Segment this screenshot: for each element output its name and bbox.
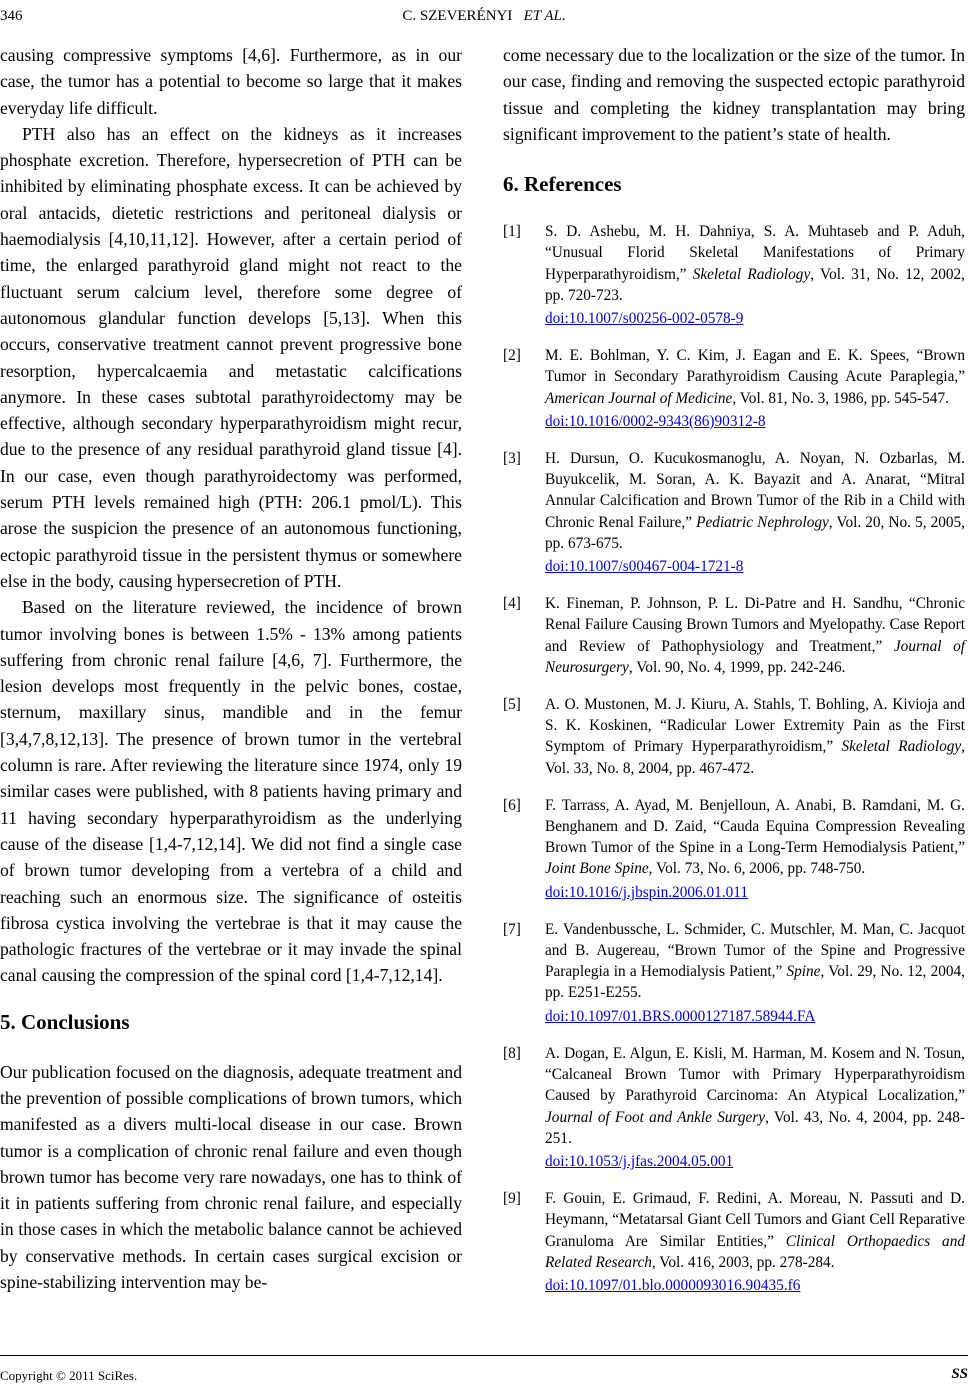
- conclusions-paragraph: Our publication focused on the diagnosis, adequate treatment and the prevention of possible complications of brown tumors, which manifested as a divers multi-local disease in our case. Brown tumor is a complication of chronic renal failure and even though brown tumor has become very rare nowadays, one has to think of it in patients suffering from chronic renal failure, and especially in those cases in which the metabolic balance cannot be achieved by conservative methods. In certain cases surgical excision or spine-stabilizing intervention may be-: [0, 1061, 462, 1293]
- reference-journal: Spine: [786, 963, 821, 981]
- reference-item: [503, 448, 965, 577]
- section-heading-conclusions: 5. Conclusions: [0, 1009, 130, 1034]
- left-column: [0, 42, 462, 1295]
- running-head-authors: C. SZEVERÉNYI: [402, 8, 513, 24]
- reference-number: [5]: [503, 696, 521, 714]
- reference-doi-link[interactable]: doi:10.1016/0002-9343(86)90312-8: [545, 412, 766, 430]
- reference-journal: Pediatric Nephrology: [696, 513, 829, 531]
- reference-authors-title: S. D. Ashebu, M. H. Dahniya, S. A. Muhtaseb and P. Aduh, “Unusual Florid Skeletal Manifestations of Primary Hyperparathyroidism,”: [545, 223, 965, 283]
- running-head: [0, 8, 968, 25]
- reference-doi-link[interactable]: doi:10.1007/s00467-004-1721-8: [545, 558, 744, 576]
- reference-journal: Skeletal Radiology: [841, 738, 962, 756]
- reference-number: [4]: [503, 595, 521, 613]
- reference-item: [503, 593, 965, 678]
- reference-journal: Journal of Neurosurgery: [545, 637, 966, 676]
- reference-text: [545, 696, 965, 777]
- reference-number: [8]: [503, 1044, 521, 1062]
- reference-authors-title: A. O. Mustonen, M. J. Kiuru, A. Stahls, T. Bohling, A. Kivioja and S. K. Koskinen, “Radicular Lower Extremity Pain as the First Symptom of Primary Hyperparathyroidism,”: [545, 696, 965, 756]
- section-heading-references: 6. References: [503, 172, 622, 197]
- page-header: [0, 8, 968, 30]
- reference-details: , Vol. 29, No. 12, 2004, pp. E251-E255.: [545, 963, 965, 1002]
- reference-number: [1]: [503, 223, 521, 241]
- reference-doi-link[interactable]: doi:10.1097/01.blo.0000093016.90435.f6: [545, 1276, 801, 1294]
- reference-text: [545, 797, 965, 878]
- reference-item: [503, 221, 965, 329]
- reference-text: [545, 1190, 965, 1271]
- page-number: 346: [0, 8, 23, 24]
- reference-number: [2]: [503, 347, 521, 365]
- reference-details: , Vol. 81, No. 3, 1986, pp. 545-547.: [732, 389, 949, 407]
- paragraph: causing compressive symptoms [4,6]. Furthermore, as in our case, the tumor has a potential to become so large that it makes everyday life difficult.: [0, 45, 462, 118]
- journal-abbreviation: SS: [951, 1366, 968, 1382]
- reference-details: , Vol. 33, No. 8, 2004, pp. 467-472.: [545, 738, 965, 777]
- reference-text: [545, 921, 965, 1002]
- reference-details: , Vol. 31, No. 12, 2002, pp. 720-723.: [545, 265, 965, 304]
- reference-doi-link[interactable]: doi:10.1097/01.BRS.0000127187.58944.FA: [545, 1007, 816, 1025]
- reference-details: , Vol. 73, No. 6, 2006, pp. 748-750.: [648, 860, 866, 878]
- footer-divider: [0, 1355, 968, 1356]
- reference-authors-title: M. E. Bohlman, Y. C. Kim, J. Eagan and E. K. Spees, “Brown Tumor in Secondary Parathyroidism Causing Acute Paraplegia,”: [545, 347, 965, 386]
- reference-item: [503, 795, 965, 903]
- reference-text: [545, 223, 965, 304]
- reference-item: [503, 919, 965, 1027]
- reference-authors-title: F. Gouin, E. Grimaud, F. Redini, A. Moreau, N. Passuti and D. Heymann, “Metatarsal Giant Cell Tumors and Giant Cell Reparative Granuloma Are Similar Entities,”: [545, 1190, 965, 1250]
- reference-authors-title: H. Dursun, O. Kucukosmanoglu, A. Noyan, N. Ozbarlas, M. Buyukcelik, M. Soran, A. K. Bayazit and A. Anarat, “Mitral Annular Calcification and Brown Tumor of the Rib in a Child with Chronic Renal Failure,”: [545, 450, 965, 531]
- paragraph: come necessary due to the localization or the size of the tumor. In our case, finding and removing the suspected ectopic parathyroid tissue and completing the kidney transplantation may bring significant improvement to the patient’s state of health.: [503, 45, 965, 144]
- reference-list: [503, 221, 965, 1296]
- reference-authors-title: A. Dogan, E. Algun, E. Kisli, M. Harman, M. Kosem and N. Tosun, “Calcaneal Brown Tumor with Primary Hyperparathyroidism Caused by Parathyroid Carcinoma: An Atypical Localization,”: [545, 1044, 965, 1105]
- reference-item: [503, 694, 965, 779]
- reference-doi-link[interactable]: doi:10.1053/j.jfas.2004.05.001: [545, 1152, 734, 1170]
- right-column: [503, 42, 965, 1312]
- reference-details: , Vol. 416, 2003, pp. 278-284.: [651, 1253, 835, 1271]
- reference-authors-title: F. Tarrass, A. Ayad, M. Benjelloun, A. Anabi, B. Ramdani, M. G. Benghanem and D. Zaid, “Cauda Equina Compression Revealing Brown Tumor of the Spine in a Long-Term Hemodialysis Patient,”: [545, 796, 965, 857]
- reference-item: [503, 345, 965, 432]
- copyright-notice: Copyright © 2011 SciRes.: [0, 1368, 138, 1383]
- reference-details: , Vol. 20, No. 5, 2005, pp. 673-675.: [545, 513, 966, 552]
- reference-number: [3]: [503, 450, 521, 468]
- paragraph: Based on the literature reviewed, the incidence of brown tumor involving bones is between 1.5% - 13% among patients suffering from chronic renal failure [4,6, 7]. Furthermore, the lesion develops most frequently in the pelvic bones, costae, sternum, maxillary sinus, mandible and in the femur [3,4,7,8,12,13]. The presence of brown tumor in the vertebral column is rare. After reviewing the literature since 1974, only 19 similar cases were published, with 8 patients having primary and 11 having secondary hyperparathyroidism as the underlying cause of the disease [1,4-7,12,14]. We did not find a single case of brown tumor developing from a vertebra of a child and reaching such an enormous size. The significance of osteitis fibrosa cystica involving the vertebrae is that it may cause the pathologic fractures of the vertebrae or it may invade the spinal canal causing the compression of the spinal cord [1,4-7,12,14].: [0, 597, 462, 986]
- reference-number: [7]: [503, 920, 521, 938]
- reference-journal: Joint Bone Spine: [545, 860, 649, 878]
- reference-details: , Vol. 90, No. 4, 1999, pp. 242-246.: [628, 658, 846, 676]
- reference-journal: Skeletal Radiology: [692, 265, 811, 283]
- reference-text: [545, 1045, 965, 1147]
- reference-item: [503, 1188, 965, 1296]
- reference-authors-title: K. Fineman, P. Johnson, P. L. Di-Patre and H. Sandhu, “Chronic Renal Failure Causing Brown Tumors and Myelopathy. Case Report and Review of Pathophysiology and Treatment,”: [545, 595, 965, 655]
- running-head-etal: ET AL.: [523, 8, 566, 24]
- reference-text: [545, 450, 965, 552]
- reference-journal: Journal of Foot and Ankle Surgery: [545, 1108, 766, 1126]
- reference-doi-link[interactable]: doi:10.1016/j.jbspin.2006.01.011: [545, 883, 748, 901]
- paragraph: PTH also has an effect on the kidneys as it increases phosphate excretion. Therefore, hypersecretion of PTH can be inhibited by eliminating phosphate excess. It can be achieved by oral antacids, dietetic restrictions and peritoneal dialysis or haemodialysis [4,10,11,12]. However, after a certain period of time, the enlarged parathyroid gland might not react to the fluctuant serum calcium level, therefore some degree of autonomous glandular function develops [5,13]. When this occurs, conservative treatment cannot prevent progressive bone resorption, hypercalcaemia and metastatic calcifications anymore. In these cases subtotal parathyroidectomy may be effective, although secondary hyperparathyroidism might recur, due to the presence of any residual parathyroid gland tissue [4]. In our case, even though parathyroidectomy was performed, serum PTH levels remained high (PTH: 206.1 pmol/L). This arose the suspicion the presence of an autonomous functioning, ectopic parathyroid tissue in the persistent thymus or somewhere else in the body, causing hypersecretion of PTH.: [0, 123, 462, 591]
- reference-text: [545, 347, 965, 406]
- reference-authors-title: E. Vandenbussche, L. Schmider, C. Mutschler, M. Man, C. Jacquot and B. Augereau, “Brown Tumor of the Spine and Progressive Paraplegia in a Hemodialysis Patient,”: [545, 920, 965, 981]
- reference-journal: Clinical Orthopaedics and Related Research: [545, 1232, 965, 1271]
- reference-text: [545, 595, 965, 676]
- reference-item: [503, 1043, 965, 1172]
- reference-doi-link[interactable]: doi:10.1007/s00256-002-0578-9: [545, 310, 744, 327]
- reference-journal: American Journal of Medicine: [545, 389, 733, 407]
- reference-number: [9]: [503, 1190, 521, 1208]
- reference-details: , Vol. 43, No. 4, 2004, pp. 248-251.: [545, 1108, 965, 1147]
- reference-number: [6]: [503, 796, 521, 814]
